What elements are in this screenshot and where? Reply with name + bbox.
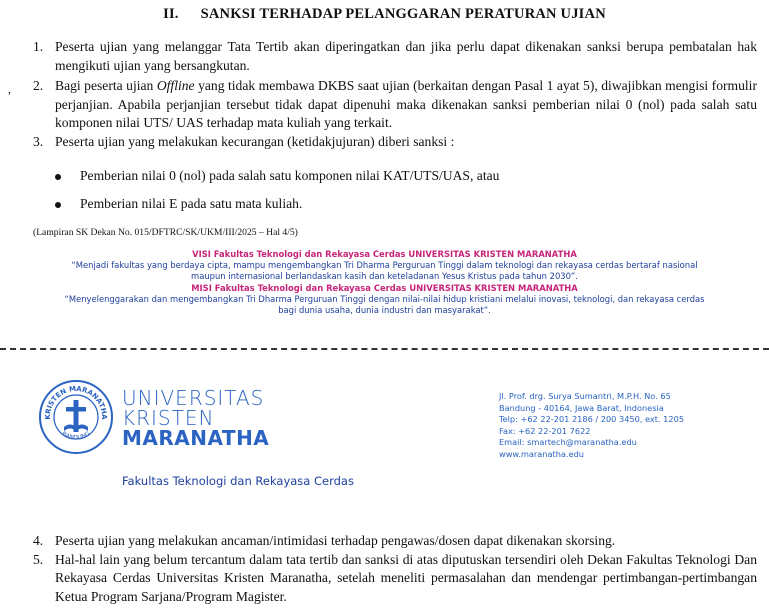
item-text: yang tidak membawa DKBS saat ujian (berkaitan dengan Pasal 1 ayat 5), diwajibkan mengisi formulir perjanjian. Apabila perjanjian tersebut tidak dapat dipenuhi maka dikenakan sanksi pemberian nilai 0 (nol) pada salah satu komponen nilai UTS/ UAS terhadap mata kuliah yang terkait. <box>55 78 757 130</box>
address-line: Bandung - 40164, Jawa Barat, Indonesia <box>499 402 664 413</box>
university-name-line3: MARANATHA <box>122 426 270 450</box>
address-line: Jl. Prof. drg. Surya Sumantri, M.P.H. No. 65 <box>499 391 671 401</box>
item-number: 1. <box>33 39 44 54</box>
list-item <box>0 551 769 607</box>
university-name <box>122 388 269 448</box>
item-number: 5. <box>33 551 44 567</box>
visi-block <box>0 249 769 316</box>
university-name-line1: UNIVERSITAS <box>122 386 265 410</box>
list-item <box>0 38 769 75</box>
bullet-text: Pemberian nilai E pada satu mata kuliah. <box>80 196 303 211</box>
item-number: 4. <box>33 533 44 548</box>
list-item <box>0 532 769 551</box>
website-link[interactable]: www.maranatha.edu <box>499 448 584 459</box>
item-text: Bagi peserta ujian <box>55 78 157 93</box>
item-number: 2. <box>33 78 44 93</box>
bullet-dot <box>55 174 61 180</box>
logo-text-bottom: BANDUNG <box>60 430 92 442</box>
item-text: Peserta ujian yang melanggar Tata Tertib akan diperingatkan dan jika perlu dapat dikenakan sanksi berupa pembatalan hak mengikuti ujian yang bersangkutan. <box>55 39 757 73</box>
item-text: Hal-hal lain yang belum tercantum dalam tata tertib dan sanksi di atas diputuskan tersendiri oleh Dekan Fakultas Teknologi Dan Rekayasa Cerdas Universitas Kristen Maranatha, setelah meneliti permasalahan dan mendengar pertimbangan-pertimbangan Ketua Program Sarjana/Program Magister. <box>55 551 757 604</box>
item-text-italic: Offline <box>156 78 195 93</box>
list-item <box>0 133 769 152</box>
university-logo-icon <box>38 379 114 455</box>
misi-line: “Menyelenggarakan dan mengembangkan Tri Dharma Perguruan Tinggi dengan nilai-nilai hidup kristiani melalui inovasi, teknologi, dan rekayasa cerdas <box>64 293 705 304</box>
visi-line: “Menjadi fakultas yang berdaya cipta, mampu mengembangkan Tri Dharma Perguruan Tinggi dalam teknologi dan rekayasa cerdas bertaraf nasional <box>71 260 698 271</box>
section-title: SANKSI TERHADAP PELANGGARAN PERATURAN UJIAN <box>200 6 606 22</box>
section-heading <box>0 6 769 23</box>
stray-mark: , <box>8 82 11 96</box>
email-link[interactable]: Email: smartech@maranatha.edu <box>499 437 637 448</box>
page-break-divider <box>0 348 769 350</box>
item-number: 3. <box>33 133 44 149</box>
item-text: Peserta ujian yang melakukan kecurangan (ketidakjujuran) diberi sanksi : <box>55 133 455 149</box>
misi-title: MISI Fakultas Teknologi dan Rekayasa Cerdas UNIVERSITAS KRISTEN MARANATHA <box>191 282 578 293</box>
list-item <box>0 77 769 133</box>
address-block <box>499 391 684 461</box>
reference-note: (Lampiran SK Dekan No. 015/DFTRC/SK/UKM/III/2025 – Hal 4/5) <box>33 227 298 238</box>
sanction-list-continued <box>0 532 769 606</box>
item-text: Peserta ujian yang melakukan ancaman/intimidasi terhadap pengawas/dosen dapat dikenakan skorsing. <box>55 533 616 548</box>
visi-title: VISI Fakultas Teknologi dan Rekayasa Cerdas UNIVERSITAS KRISTEN MARANATHA <box>192 249 577 259</box>
address-line: Fax: +62 22-201 7622 <box>499 425 591 436</box>
misi-line: bagi dunia usaha, dunia industri dan masyarakat”. <box>278 305 491 316</box>
bullet-dot <box>55 202 61 208</box>
logo-text-top: KRISTEN MARANATHA <box>43 384 109 420</box>
address-line: Telp: +62 22-201 2186 / 200 3450, ext. 1205 <box>499 414 685 425</box>
section-number: II. <box>163 6 179 22</box>
faculty-name: Fakultas Teknologi dan Rekayasa Cerdas <box>122 474 354 488</box>
sanction-list <box>0 38 769 151</box>
university-name-line2: KRISTEN <box>122 406 215 430</box>
visi-line: maupun internasional berlandaskan kasih dan keteladanan Yesus Kristus pada tahun 2030”. <box>191 271 578 282</box>
bullet-text: Pemberian nilai 0 (nol) pada salah satu komponen nilai KAT/UTS/UAS, atau <box>80 168 500 183</box>
